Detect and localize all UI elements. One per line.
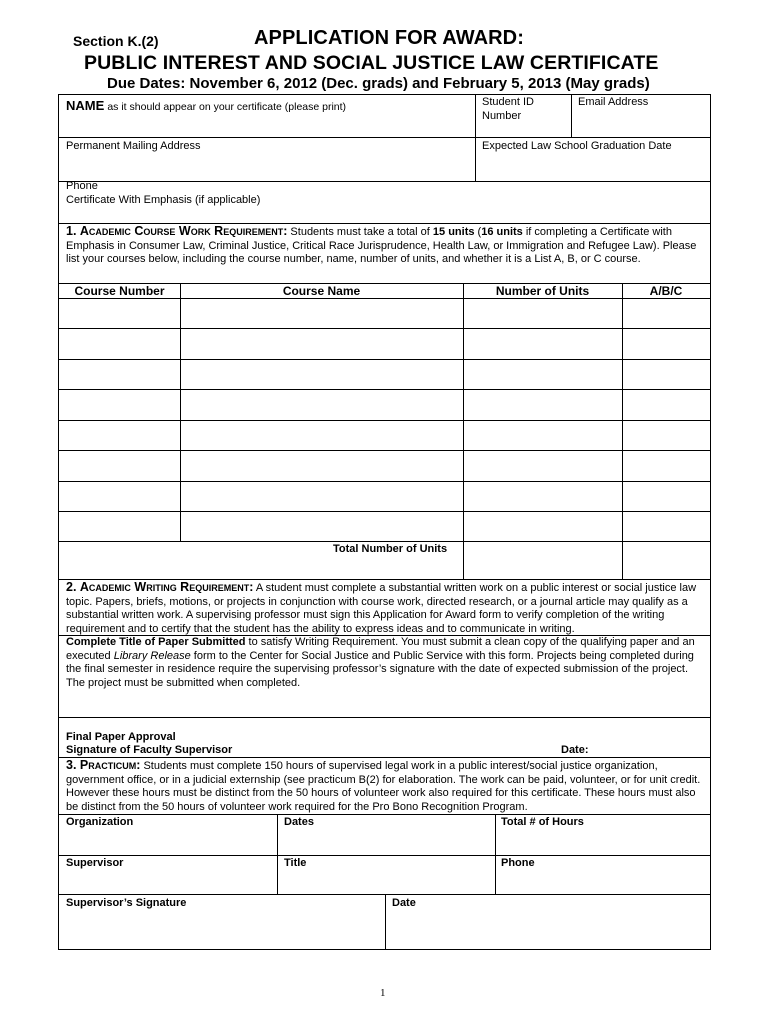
page-number: 1 [380, 987, 386, 999]
units-inputs[interactable] [464, 299, 621, 540]
total-units-label: Total Number of Units [333, 543, 448, 555]
approval-date-label: Date: [561, 744, 589, 756]
list-abc-inputs[interactable] [623, 299, 709, 540]
email-label: Email Address [578, 96, 649, 108]
column-list-abc: A/B/C [649, 284, 683, 298]
phone-label: Phone [66, 180, 98, 192]
address-label: Permanent Mailing Address [66, 140, 201, 152]
title-label: Title [284, 857, 307, 869]
emphasis-input[interactable] [279, 195, 707, 219]
organization-input[interactable] [63, 830, 273, 854]
section2-description: 2. Academic Writing Requirement: A student must complete a substantial written work on a public interest or social justice law topic. Papers, briefs, motions, or projects in conjunction with course work, directed research, or a journal article may qualify as a substantial written work. A supervising professor must sign this Application for Award form to verify completion of the writing requirement and to certify that the student has the ability to express ideas and to communicate in writing. [66, 580, 697, 635]
supervisor-title-input[interactable] [281, 871, 493, 893]
supervisor-signature-label: Supervisor’s Signature [66, 897, 187, 909]
due-dates: Due Dates: November 6, 2012 (Dec. grads) and February 5, 2013 (May grads) [107, 75, 650, 92]
dates-input[interactable] [281, 830, 493, 854]
course-name-inputs[interactable] [181, 299, 462, 540]
graduation-date-label: Expected Law School Graduation Date [482, 140, 672, 152]
form-title-line2: PUBLIC INTEREST AND SOCIAL JUSTICE LAW CERTIFICATE [84, 52, 659, 74]
total-units-input[interactable] [464, 542, 621, 578]
name-field-label: NAME as it should appear on your certificate (please print) [66, 98, 347, 113]
supervisor-phone-input[interactable] [498, 871, 707, 893]
student-id-label: Student ID Number [482, 96, 534, 122]
section-label: Section K.(2) [73, 33, 159, 49]
final-paper-approval-label: Final Paper Approval [66, 731, 176, 743]
supervisor-label: Supervisor [66, 857, 124, 869]
column-course-number: Course Number [74, 284, 165, 298]
application-form [58, 94, 711, 950]
section1-description: 1. Academic Course Work Requirement: Students must take a total of 15 units (16 units if completing a Certificate with Emphasis in Consumer Law, Criminal Justice, Critical Race Jurisprudence, Health Law, or Immigration and Refugee Law). Please list your courses below, including the course number, name, number of units, and whether it is a List A, B, or C course. [66, 224, 697, 265]
supervisor-signature-field[interactable] [63, 911, 381, 947]
supervisor-phone-label: Phone [501, 857, 535, 869]
graduation-date-input[interactable] [479, 155, 707, 179]
total-hours-input[interactable] [498, 830, 707, 854]
column-number-of-units: Number of Units [495, 284, 590, 298]
organization-label: Organization [66, 816, 134, 828]
approval-date-field[interactable] [594, 737, 706, 757]
supervisor-input[interactable] [63, 871, 273, 893]
column-course-name: Course Name [282, 284, 361, 298]
total-hours-label: Total # of Hours [501, 816, 584, 828]
dates-label: Dates [284, 816, 314, 828]
supervisor-date-label: Date [392, 897, 416, 909]
address-input[interactable] [63, 155, 473, 179]
paper-title-instructions: Complete Title of Paper Submitted to satisfy Writing Requirement. You must submit a clean copy of the qualifying paper and an executed Library Release form to the Center for Social Justice and Public Service with this form. Projects being completed during the final semester in residence require the supervising professor’s signature with the date of expected submission of the project. The project must be submitted when completed. [66, 636, 695, 689]
faculty-signature-field[interactable] [239, 737, 549, 757]
course-number-inputs[interactable] [60, 299, 179, 540]
student-id-input[interactable] [476, 125, 568, 137]
section3-description: 3. Practicum: Students must complete 150 hours of supervised legal work in a public interest/social justice organization, government office, or in a judicial externship (see practicum B(2) for elaboration. The work can be paid, volunteer, or for unit credit. However these hours must be distinct from the 50 hours of volunteer work also required for this certificate. These hours must also be distinct from the 50 hours of volunteer work required for the Pro Bono Recognition Program. [66, 758, 701, 813]
name-input[interactable] [66, 113, 471, 135]
form-title-line1: APPLICATION FOR AWARD: [254, 27, 524, 49]
emphasis-label: Certificate With Emphasis (if applicable) [66, 194, 261, 206]
supervisor-date-field[interactable] [389, 911, 707, 947]
faculty-signature-label: Signature of Faculty Supervisor [66, 744, 233, 756]
email-input[interactable] [572, 111, 708, 137]
paper-title-input[interactable] [63, 693, 707, 717]
